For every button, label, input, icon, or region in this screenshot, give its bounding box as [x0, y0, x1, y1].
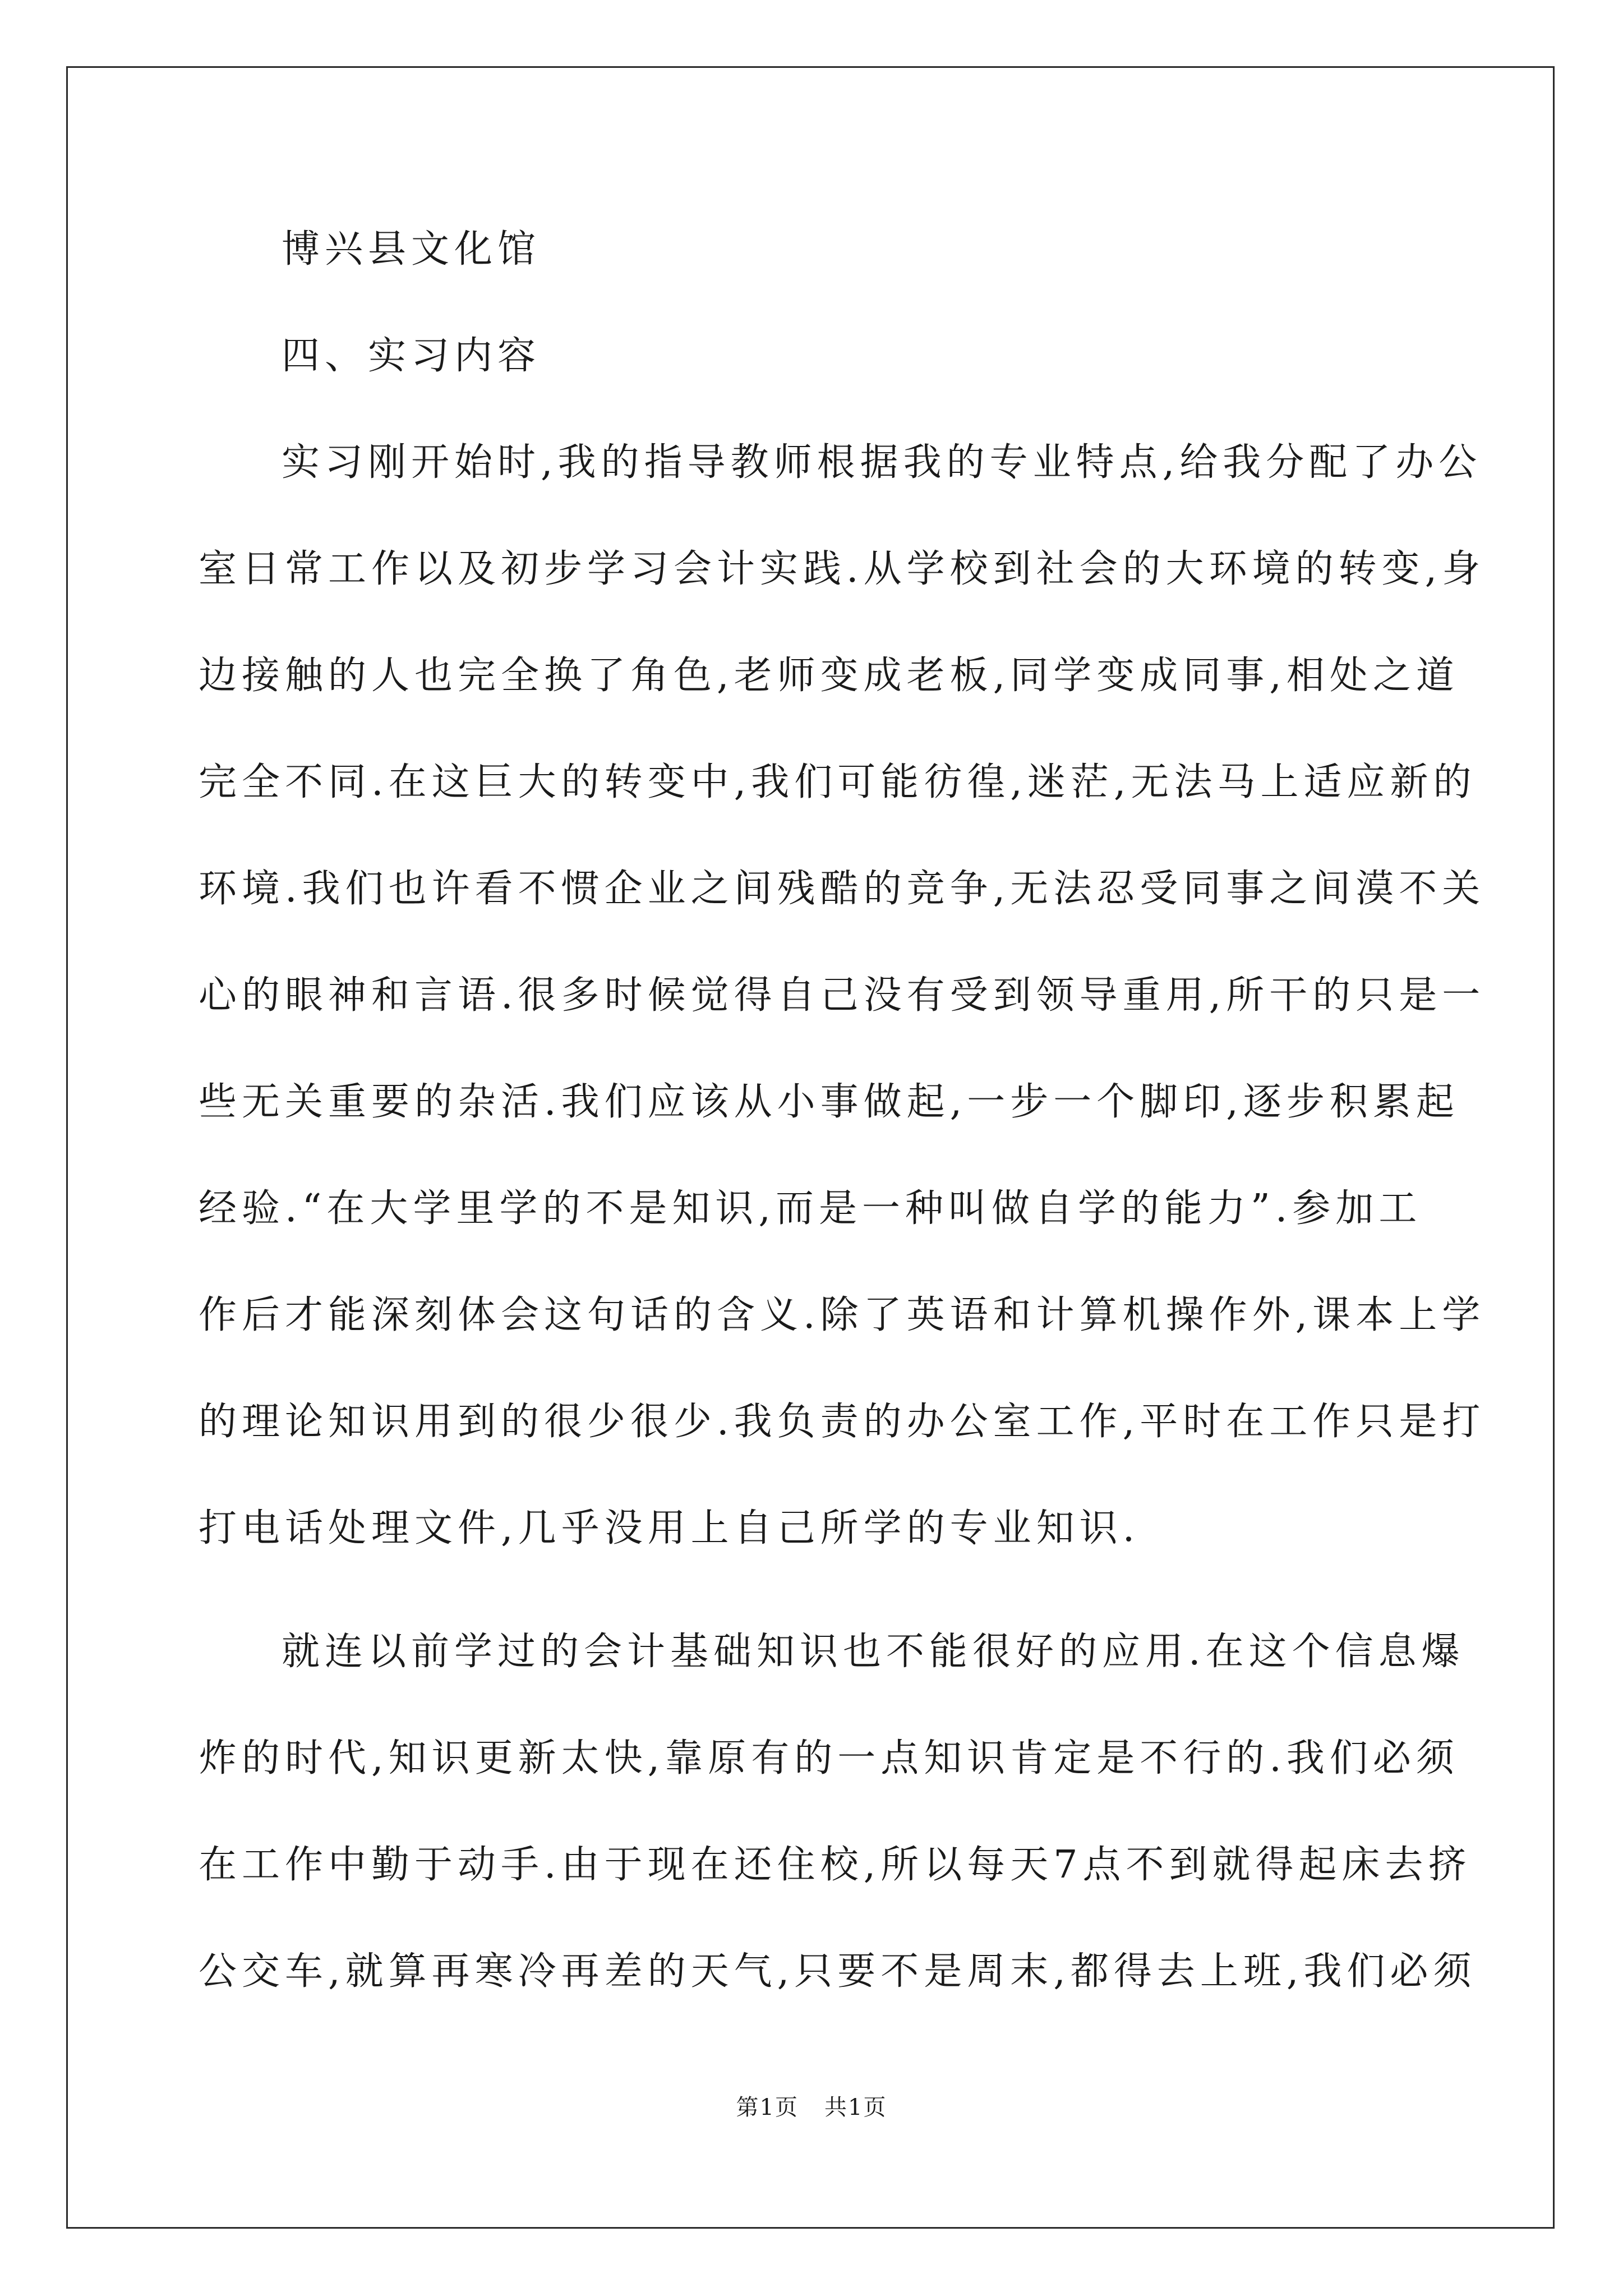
page-number-current: 第1页: [736, 2095, 799, 2120]
page-footer: [0, 2090, 1623, 2122]
paragraph-line: 些无关重要的杂活.我们应该从小事做起,一步一个脚印,逐步积累起: [199, 1080, 1459, 1124]
page-number-total: 共1页: [824, 2095, 887, 2120]
paragraph-line: 心的眼神和言语.很多时候觉得自己没有受到领导重用,所干的只是一: [199, 973, 1486, 1018]
paragraph-line: 环境.我们也许看不惯企业之间残酷的竞争,无法忍受同事之间漠不关: [199, 867, 1486, 911]
paragraph-line: 打电话处理文件,几乎没用上自己所学的专业知识.: [199, 1506, 1140, 1550]
paragraph-line: 公交车,就算再寒冷再差的天气,只要不是周末,都得去上班,我们必须: [199, 1949, 1477, 1994]
paragraph-line: 的理论知识用到的很少很少.我负责的办公室工作,平时在工作只是打: [199, 1400, 1486, 1444]
paragraph-line: 在工作中勤于动手.由于现在还住校,所以每天7点不到就得起床去挤: [199, 1843, 1472, 1887]
paragraph-line: 炸的时代,知识更新太快,靠原有的一点知识肯定是不行的.我们必须: [199, 1736, 1459, 1780]
paragraph-line: 室日常工作以及初步学习会计实践.从学校到社会的大环境的转变,身: [199, 547, 1486, 591]
paragraph-line: 实习刚开始时,我的指导教师根据我的专业特点,给我分配了办公: [282, 440, 1482, 485]
paragraph-spacer: [199, 1599, 1428, 1616]
org-heading: 博兴县文化馆: [282, 227, 541, 272]
paragraph-1: [199, 426, 1486, 1599]
paragraph-line: 作后才能深刻体会这句话的含义.除了英语和计算机操作外,课本上学: [199, 1293, 1486, 1337]
document-body: [199, 213, 1486, 2042]
paragraph-line: 经验.“在大学里学的不是知识,而是一种叫做自学的能力”.参加工: [199, 1186, 1422, 1231]
paragraph-2: [199, 1616, 1477, 2042]
paragraph-line: 就连以前学过的会计基础知识也不能很好的应用.在这个信息爆: [282, 1630, 1465, 1674]
section-heading: 四、实习内容: [282, 334, 541, 378]
paragraph-line: 边接触的人也完全换了角色,老师变成老板,同学变成同事,相处之道: [199, 654, 1459, 698]
paragraph-line: 完全不同.在这巨大的转变中,我们可能彷徨,迷茫,无法马上适应新的: [199, 760, 1477, 804]
